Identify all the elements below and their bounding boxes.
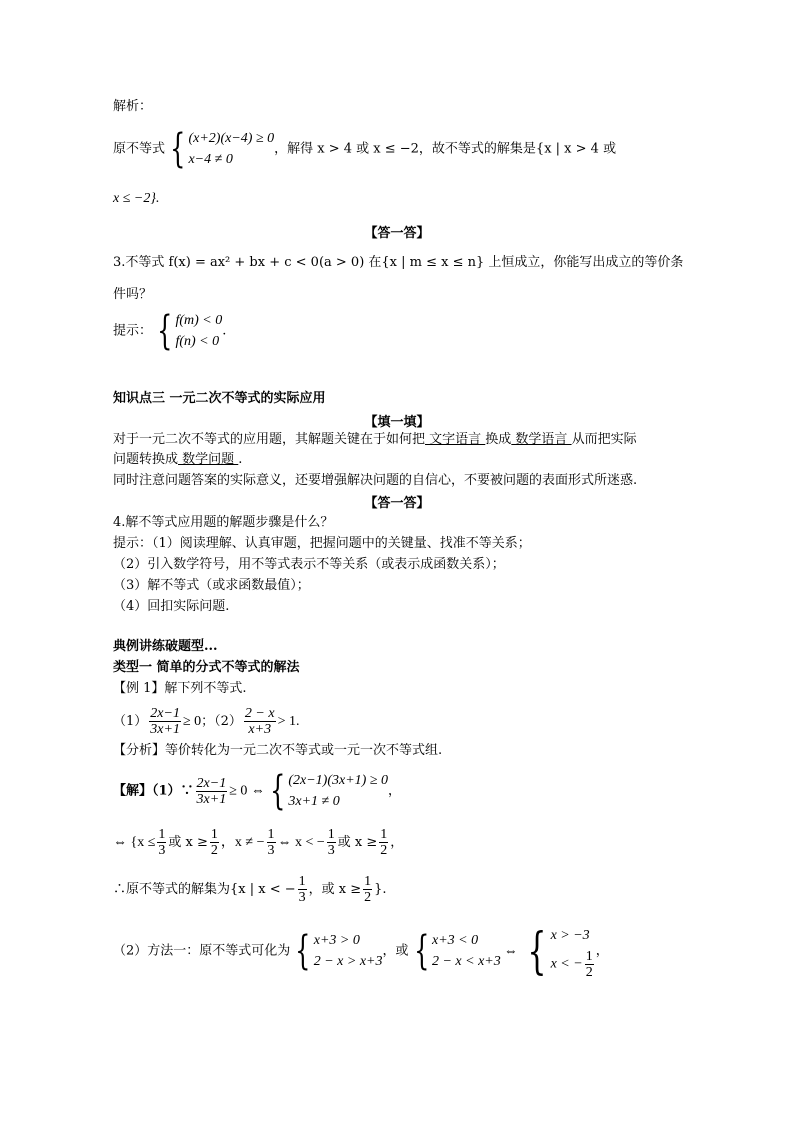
solution-line-1 [113, 770, 401, 812]
problem-1-label: （1） [113, 714, 148, 729]
analysis-line [113, 128, 616, 170]
step-3: （3）解不等式（或求函数最值）； [113, 578, 310, 593]
l2-a: ⇔ {x ≤ [113, 835, 156, 850]
example-1-analysis: 【分析】等价转化为一元二次不等式或一元一次不等式组. [113, 743, 443, 758]
frac-one-third-c [327, 827, 336, 858]
frac-num: 1 [585, 949, 593, 964]
k3-p2-text-c: . [238, 452, 243, 467]
frac-den: 3 [298, 890, 306, 905]
question-4: 4.解不等式应用题的解题步骤是什么？ [113, 515, 334, 530]
example-1-problems [113, 706, 300, 737]
frac-one-third-a [157, 827, 166, 858]
solution-relation: ≥ 0 ⇔ [229, 783, 265, 799]
method-1-label: （2）方法一：原不等式可化为 [113, 943, 291, 959]
solution-numerator: 2x−1 [196, 775, 227, 791]
solution-denominator: 3x+1 [196, 791, 227, 807]
solution-end: ， [388, 783, 402, 799]
analysis-label: 解析： [113, 99, 153, 114]
answer-header-1: 【答一答】 [364, 226, 430, 241]
type-1-heading: 类型一 简单的分式不等式的解法 [113, 660, 300, 675]
examples-heading: 典例讲练破题型... [113, 639, 218, 654]
l2-c: ，x ≠ − [220, 835, 265, 850]
k3-paragraph-1 [113, 431, 637, 449]
frac-num: 1 [298, 874, 306, 889]
m3-row2 [551, 949, 596, 980]
m3-row2-text: x < − [550, 956, 583, 972]
frac-num: 1 [267, 827, 275, 842]
question-3-line1: 3.不等式 f(x) = ax² + bx + c < 0(a > 0) 在{x | m ≤ x ≤ n} 上恒成立，你能写出成立的等价条 [113, 255, 684, 270]
hint-row2: f(n) < 0 [175, 334, 220, 349]
problem-2-relation: > 1. [277, 714, 300, 729]
hint-label: 提示： [113, 323, 153, 339]
hint-end: . [222, 323, 227, 339]
solution-label: 【解】（1）∵ [113, 783, 194, 799]
method-1-system-b: { x+3 < 0 2 − x < x+3 [413, 928, 501, 974]
m1-row2: 2 − x > x+3 [313, 954, 383, 969]
fill-header: 【填一填】 [364, 415, 430, 430]
frac-one-half-a [210, 827, 219, 858]
method-1-iff: ⇔ [503, 943, 518, 959]
solution-line-3 [113, 874, 387, 905]
step-2: （2）引入数学符号，用不等式表示不等关系（或表示成函数关系）； [113, 557, 505, 572]
answer-header-2: 【答一答】 [364, 496, 430, 511]
step-4: （4）回扣实际问题. [113, 599, 230, 614]
solution-line-2 [113, 827, 403, 858]
k3-paragraph-3: 同时注意问题答案的实际意义，还要增强解决问题的自信心，不要被问题的表面形式所迷惑. [113, 473, 638, 488]
problem-1-fraction [149, 706, 181, 737]
method-1-system-a: { x+3 > 0 2 − x > x+3 [295, 928, 383, 974]
knowledge-3-title: 知识点三 一元二次不等式的实际应用 [113, 391, 326, 406]
m2-row2: 2 − x < x+3 [431, 954, 501, 969]
method-1-end: ， [595, 943, 609, 959]
frac-den: 3 [267, 843, 275, 858]
question-3-hint [113, 310, 226, 352]
k3-p1-text-e: 从而把实际 [571, 432, 637, 447]
frac-one-half-d [585, 949, 594, 980]
l2-b: 或 x ≥ [168, 835, 208, 850]
example-1-title: 【例 1】解下列不等式. [113, 681, 247, 696]
k3-paragraph-2 [113, 451, 242, 469]
frac-one-third-b [267, 827, 276, 858]
frac-one-half-c [363, 874, 372, 905]
l3-b: ，或 x ≥ [308, 882, 362, 897]
analysis-result-cont: x ≤ −2}. [113, 191, 160, 206]
question-3-line2: 件吗？ [113, 287, 153, 302]
solution-row2: 3x+1 ≠ 0 [288, 794, 340, 809]
l2-d: ⇔ x < − [277, 835, 325, 850]
problem-separator: ；（2） [201, 714, 242, 729]
m1-row1: x+3 > 0 [313, 933, 360, 948]
l2-f: ， [390, 835, 404, 850]
problem-2-numerator: 2 − x [244, 706, 275, 721]
l3-c: }. [374, 882, 387, 897]
solution-system: { (2x−1)(3x+1) ≥ 0 3x+1 ≠ 0 [269, 768, 389, 814]
method-1-system-c: { x > −3 x < − $\frac{1}{2}$ [521, 922, 596, 980]
analysis-sys-row2: x−4 ≠ 0 [188, 152, 233, 167]
frac-one-third-d [298, 874, 307, 905]
frac-den: 3 [327, 843, 335, 858]
frac-num: 1 [210, 827, 218, 842]
method-1-or: ，或 [382, 943, 409, 959]
frac-den: 2 [585, 965, 593, 980]
k3-p2-blank-math-problem: 数学问题 [178, 452, 239, 467]
problem-1-numerator: 2x−1 [150, 706, 180, 721]
l2-e: 或 x ≥ [337, 835, 378, 850]
frac-den: 3 [158, 843, 166, 858]
m2-row1: x+3 < 0 [431, 933, 479, 948]
analysis-prefix: 原不等式 [113, 141, 166, 157]
k3-p1-blank-text-language: 文字语言 [425, 432, 486, 447]
problem-2-fraction [244, 706, 276, 737]
solution-fraction [196, 776, 228, 807]
analysis-sys-row1: (x+2)(x−4) ≥ 0 [188, 131, 275, 146]
frac-num: 1 [380, 827, 388, 842]
frac-num: 1 [158, 827, 166, 842]
m3-row1: x > −3 [550, 928, 590, 943]
frac-den: 2 [210, 843, 218, 858]
analysis-system: { (x+2)(x−4) ≥ 0 x−4 ≠ 0 [170, 126, 275, 172]
method-1-line [113, 922, 609, 980]
k3-p1-blank-math-language: 数学语言 [511, 432, 572, 447]
analysis-result: ，解得 x > 4 或 x ≤ −2，故不等式的解集是{x | x > 4 或 [274, 141, 617, 157]
frac-num: 1 [364, 874, 372, 889]
frac-one-half-b [379, 827, 388, 858]
k3-p2-text-a: 问题转换成 [113, 452, 179, 467]
hint-row1: f(m) < 0 [175, 313, 223, 328]
frac-den: 2 [380, 843, 388, 858]
problem-2-denominator: x+3 [248, 722, 272, 737]
problem-1-relation: ≥ 0 [182, 714, 202, 729]
l3-a: ∴原不等式的解集为{x | x < − [113, 882, 296, 897]
step-1: 提示：（1）阅读理解、认真审题，把握问题中的关键量、找准不等关系； [113, 536, 531, 551]
frac-num: 1 [327, 827, 335, 842]
k3-p1-text-c: 换成 [485, 432, 512, 447]
k3-p1-text-a: 对于一元二次不等式的应用题，其解题关键在于如何把 [113, 432, 426, 447]
solution-row1: (2x−1)(3x+1) ≥ 0 [288, 773, 389, 788]
problem-1-denominator: 3x+1 [150, 722, 180, 737]
frac-den: 2 [364, 890, 372, 905]
hint-system: { f(m) < 0 f(n) < 0 [157, 308, 223, 354]
